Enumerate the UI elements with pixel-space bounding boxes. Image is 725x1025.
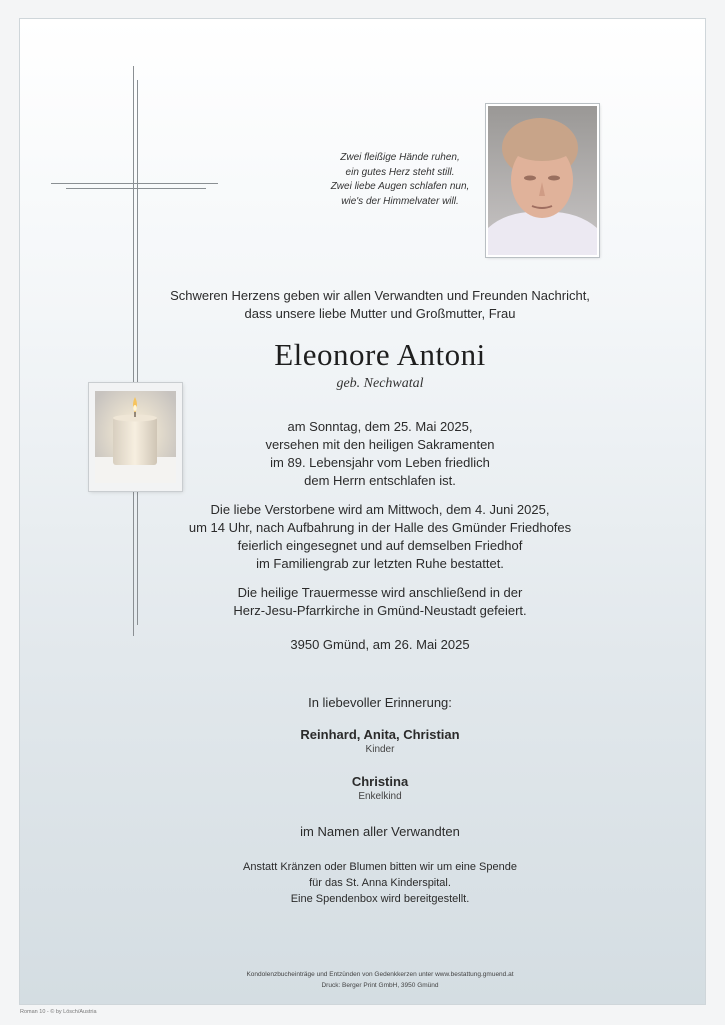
- portrait-photo: [486, 104, 599, 257]
- deceased-name: Eleonore Antoni: [274, 337, 486, 372]
- mourner-relation: Enkelkind: [358, 791, 402, 802]
- mourner-names: Reinhard, Anita, Christian: [300, 727, 460, 742]
- verse-line: Zwei liebe Augen schlafen nun,: [330, 181, 470, 192]
- donation-line: Anstatt Kränzen oder Blumen bitten wir um eine Spende: [243, 861, 517, 873]
- notice-line: dem Herrn entschlafen ist.: [304, 473, 456, 488]
- funeral-line: im Familiengrab zur letzten Ruhe bestattet.: [256, 556, 504, 571]
- place-date: 3950 Gmünd, am 26. Mai 2025: [290, 637, 470, 652]
- footer-condolence: Kondolenzbucheinträge und Entzünden von Gedenkkerzen unter www.bestattung.gmuend.at: [246, 971, 514, 978]
- portrait-image: [488, 106, 597, 255]
- mourner-names: Christina: [351, 774, 409, 789]
- verse-line: wie's der Himmelvater will.: [341, 195, 459, 207]
- intro-text: [140, 287, 620, 323]
- mass-line: Die heilige Trauermesse wird anschließend in der: [237, 585, 523, 600]
- notice-line: im 89. Lebensjahr vom Leben friedlich: [270, 455, 490, 470]
- funeral-details: [140, 501, 620, 573]
- death-notice: [140, 418, 620, 490]
- donation-line: für das St. Anna Kinderspital.: [309, 877, 451, 889]
- mass-line: Herz-Jesu-Pfarrkirche in Gmünd-Neustadt gefeiert.: [233, 603, 527, 618]
- footer-printer: Druck: Berger Print GmbH, 3950 Gmünd: [321, 982, 439, 989]
- footer: [140, 969, 620, 991]
- notice-line: am Sonntag, dem 25. Mai 2025,: [287, 419, 473, 434]
- verse-line: Zwei fleißige Hände ruhen,: [340, 152, 460, 163]
- funeral-line: um 14 Uhr, nach Aufbahrung in der Halle des Gmünder Friedhofes: [188, 520, 572, 535]
- mourner-relation: Kinder: [365, 744, 395, 755]
- intro-line: dass unsere liebe Mutter und Großmutter, Frau: [244, 306, 516, 321]
- birth-name: geb. Nechwatal: [336, 376, 424, 391]
- verse-line: ein gutes Herz steht still.: [345, 166, 455, 178]
- funeral-line: Die liebe Verstorbene wird am Mittwoch, dem 4. Juni 2025,: [210, 502, 550, 517]
- memory-heading: In liebevoller Erinnerung:: [308, 695, 452, 710]
- notice-line: versehen mit den heiligen Sakramenten: [265, 437, 495, 452]
- relatives-line: im Namen aller Verwandten: [300, 824, 460, 839]
- mass-details: [140, 584, 620, 620]
- funeral-line: feierlich eingesegnet und auf demselben Friedhof: [237, 538, 523, 553]
- intro-line: Schweren Herzens geben wir allen Verwandten und Freunden Nachricht,: [170, 288, 590, 303]
- memorial-verse: [290, 151, 510, 209]
- donation-line: Eine Spendenbox wird bereitgestellt.: [290, 893, 470, 905]
- corner-note: Roman 10 - © by Lösch/Austria: [20, 1009, 97, 1015]
- donation-request: [140, 859, 620, 907]
